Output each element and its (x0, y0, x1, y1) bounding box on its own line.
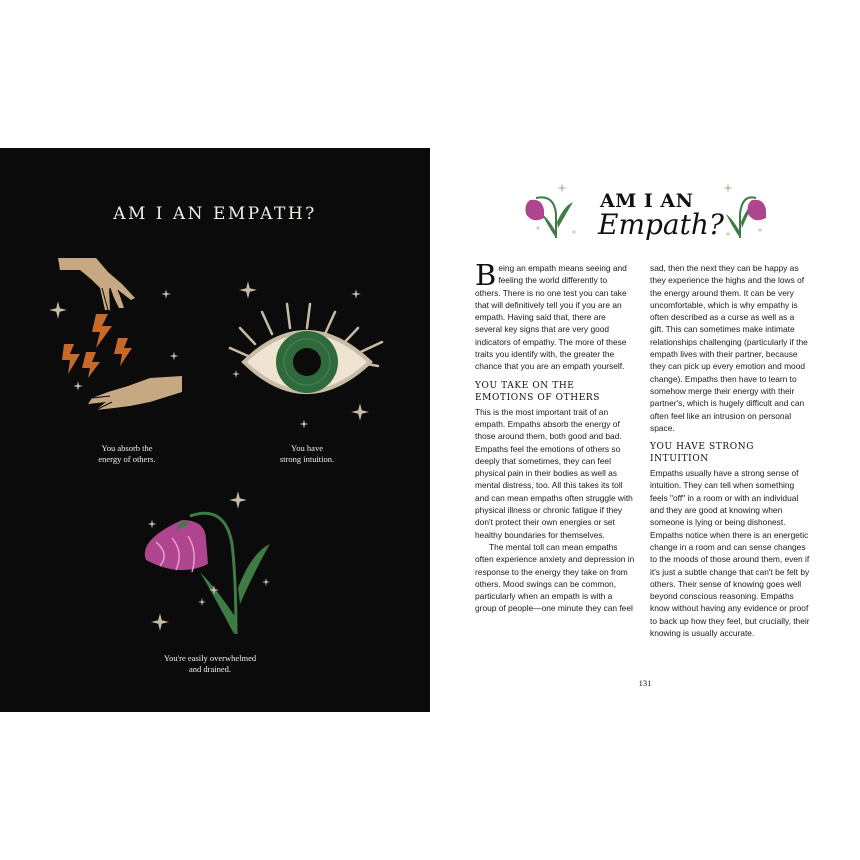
section2-paragraph1: Empaths usually have a strong sense of intuition. They can tell when something feels "off" in a room or with an individual and they are good at knowing when someone is lying or being dishonest. Empaths notice when there is an energetic change in a room and can sense changes to the moods of those around them, even if it's just a subtle change that can't be felt by others. Their sense of knowing goes well beyond conscious reasoning. Empaths know without having any evidence or proof to back up how they feel, but crucially, their knowing is usually accurate. (650, 468, 810, 639)
section1-heading: YOU TAKE ON THE EMOTIONS OF OTHERS (475, 380, 601, 403)
section1-paragraph2: The mental toll can mean empaths often experience anxiety and depression in response to the energy they take on from others. Mood swings can be common, particularly when an empath is with a group of people—one minute they can feel (475, 541, 635, 614)
right-page (430, 0, 860, 860)
caption-hands (62, 443, 192, 464)
page-title-line2: Empath? (598, 208, 724, 241)
caption-flower-line2: and drained. (188, 663, 231, 674)
flower-left-icon (526, 197, 574, 238)
section2-heading: YOU HAVE STRONG INTUITION (650, 442, 754, 465)
intro-text: eing an empath means seeing and feeling the world differently to others. There is no one test you can take that will definitively tell you if you are an empath. Having said that, there are several key signs that are very good indicators of empathy. The more of these traits you identify with, the greater the chance that you are an empath yourself. (475, 263, 627, 372)
page-number: 131 (638, 678, 652, 688)
section1-paragraph2-continued: sad, then the next they can be happy as they experience the highs and the lows of the energy around them. It can be very uncomfortable, which is why empathy is often described as a curse as well as a gift. This can sometimes make intimate relationships challenging (particularly if the empath lives with their partner, because they can pick up every emotion and mood change). Empaths then have to learn to somehow merge their energy with their partner's, which is hugely difficult and can often feel like an intrusion on personal space. (650, 263, 808, 433)
caption-hands-line1: You absorb the (101, 443, 153, 453)
eye-illustration (230, 304, 382, 393)
caption-eye-line1: You have (291, 443, 323, 453)
page-title-line1: AM I AN (600, 190, 694, 212)
text-column-right (650, 262, 810, 639)
caption-flower-line1: You're easily overwhelmed (163, 653, 257, 663)
drop-cap: B (475, 258, 497, 292)
caption-hands-line2: energy of others. (98, 453, 156, 464)
text-column-left (475, 258, 635, 615)
section1-paragraph1: This is the most important trait of an empath. Empaths absorb the energy of those around them, both good and bad. Empaths feel the emotions of others so deeply that sometimes, they can feel physical pain in their bodies as well as mental distress, too. All this takes its toll and can mean empaths often struggle with physical illness or chronic fatigue if they don't protect their own energies or set healthy boundaries for themselves. (475, 406, 633, 540)
header-flowers (430, 0, 860, 300)
illustrations (0, 148, 430, 712)
intro-paragraph (475, 258, 635, 373)
left-page-title: AM I AN EMPATH? (113, 204, 317, 224)
caption-eye (242, 443, 372, 464)
hands-illustration (58, 258, 182, 410)
caption-flower (140, 653, 280, 674)
caption-eye-line2: strong intuition. (279, 453, 335, 464)
left-page (0, 148, 430, 712)
flower-illustration (145, 513, 270, 634)
